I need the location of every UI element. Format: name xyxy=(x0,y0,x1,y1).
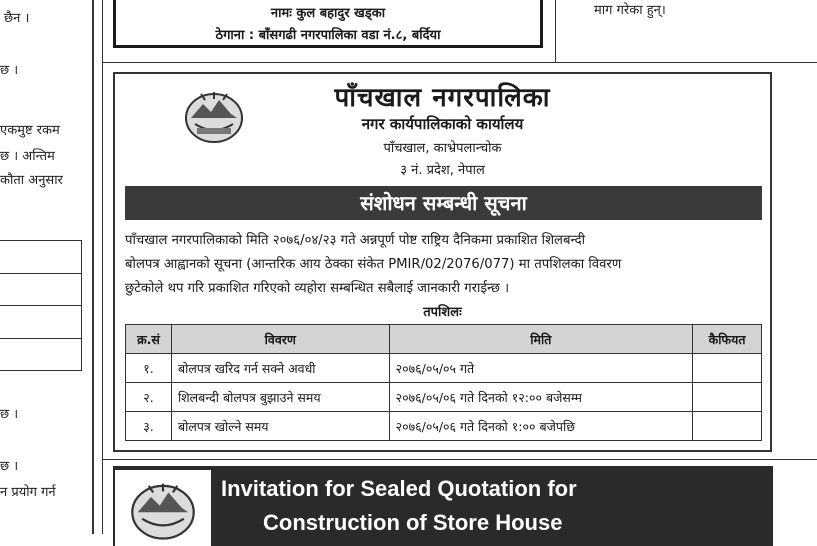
row-number: १. xyxy=(126,354,172,383)
notice-title: पाँचखाल नगरपालिका xyxy=(334,83,551,113)
left-text-line: छ । xyxy=(0,63,19,78)
top-right-text: माग गरेका हुन्। xyxy=(594,3,666,18)
section-divider xyxy=(102,62,817,63)
column-divider xyxy=(92,0,94,534)
schedule-table xyxy=(125,324,762,441)
left-text-line: छ । xyxy=(0,459,19,474)
column-divider xyxy=(102,0,103,534)
row-date: २०७६/०५/०६ गते दिनको १२:०० बजेसम्म xyxy=(389,383,692,412)
notice-address-1: पाँचखाल, काभ्रेपलान्चोक xyxy=(383,141,502,156)
row-number: २. xyxy=(126,383,172,412)
notice-paragraph-line: बोलपत्र आह्वानको सूचना (आन्तरिक आय ठेक्का संकेत PMIR/02/2076/077) मा तपशिलका विवरण xyxy=(125,257,622,272)
quotation-heading: Invitation for Sealed Quotation for xyxy=(221,476,577,501)
column-divider xyxy=(555,0,556,62)
left-table xyxy=(0,240,82,371)
column-header: क्र.सं xyxy=(126,325,172,354)
row-date: २०७६/०५/०५ गते xyxy=(389,354,692,383)
row-number: ३. xyxy=(126,412,172,441)
table-row xyxy=(126,412,762,441)
schedule-label: तपशिलः xyxy=(423,305,462,320)
quotation-notice-banner xyxy=(113,466,773,546)
row-remarks xyxy=(693,383,762,412)
row-description: बोलपत्र खोल्ने समय xyxy=(171,412,389,441)
left-text-line: छ । xyxy=(0,407,19,422)
quotation-heading: Construction of Store House xyxy=(263,510,563,535)
top-name-line: नामः कुल बहादुर खड्का xyxy=(270,6,386,21)
amendment-notice xyxy=(113,72,772,452)
column-header: मिति xyxy=(389,325,692,354)
row-date: २०७६/०५/०६ गते दिनको १:०० बजेपछि xyxy=(389,412,692,441)
column-header: विवरण xyxy=(171,325,389,354)
row-description: शिलबन्दी बोलपत्र बुझाउने समय xyxy=(171,383,389,412)
left-text-line: न प्रयोग गर्न xyxy=(0,485,56,500)
top-address-line: ठेगाना : बाँसगढी नगरपालिका वडा नं.८, बर्दिया xyxy=(215,28,441,43)
section-divider xyxy=(102,459,817,460)
left-text-line: कौता अनुसार xyxy=(0,173,63,188)
table-row xyxy=(126,383,762,412)
row-remarks xyxy=(693,412,762,441)
emblem-panel xyxy=(115,470,211,546)
column-header: कैफियत xyxy=(693,325,762,354)
notice-banner: संशोधन सम्बन्धी सूचना xyxy=(125,186,762,220)
nepal-emblem-icon xyxy=(129,478,197,542)
left-text-line: एकमुष्ट रकम xyxy=(0,123,60,138)
left-text-line: छ । अन्तिम xyxy=(0,149,55,164)
notice-subtitle: नगर कार्यपालिकाको कार्यालय xyxy=(361,115,524,133)
table-row xyxy=(126,354,762,383)
notice-paragraph-line: छुटेकोले थप गरि प्रकाशित गरिएको व्यहोरा सम्बन्धित सबैलाई जानकारी गराईन्छ । xyxy=(125,281,510,296)
row-remarks xyxy=(693,354,762,383)
top-notice-box xyxy=(113,0,543,48)
left-text-line: छैन । xyxy=(4,11,30,26)
notice-paragraph-line: पाँचखाल नगरपालिकाको मिति २०७६/०४/२३ गते अन्नपूर्ण पोष्ट राष्ट्रिय दैनिकमा प्रकाशित शिलबन्दी xyxy=(125,233,586,248)
row-description: बोलपत्र खरिद गर्न सक्ने अवधी xyxy=(171,354,389,383)
table-header-row xyxy=(126,325,762,354)
notice-address-2: ३ नं. प्रदेश, नेपाल xyxy=(400,163,485,178)
